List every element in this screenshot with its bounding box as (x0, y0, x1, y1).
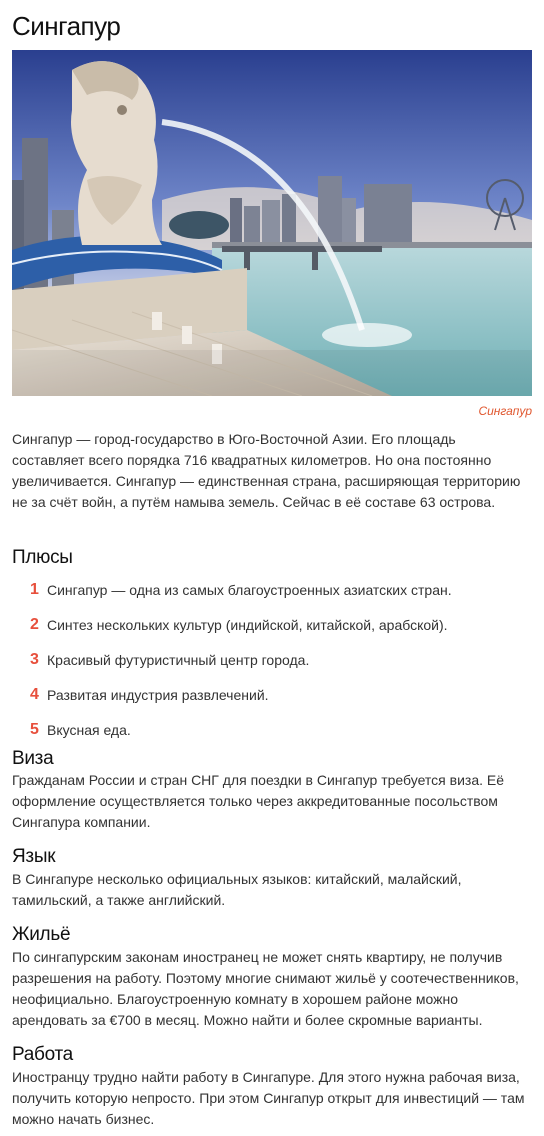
intro-text: Сингапур — город-государство в Юго-Восточной Азии. Его площадь составляет всего порядка 716 квадратных километров. Но она постоянно увеличивается. Сингапур — единственная страна, расширяющая территорию не за счёт войн, а путём намыва земель. Сейчас в её составе 63 острова. (12, 431, 521, 510)
language-heading: Язык (12, 846, 56, 867)
visa-heading: Виза (12, 748, 54, 769)
pros-heading: Плюсы (12, 547, 73, 568)
list-item (30, 607, 530, 642)
item-text: Развитая индустрия развлечений. (47, 686, 269, 703)
singapore-photo (12, 50, 532, 396)
item-number: 5 (30, 720, 39, 738)
page-title: Сингапур (12, 11, 121, 41)
list-item (30, 712, 530, 747)
work-text: Иностранцу трудно найти работу в Сингапуре. Для этого нужна рабочая виза, получить которую непросто. При этом Сингапур открыт для инвестиций — там можно начать бизнес. (12, 1069, 525, 1127)
item-text: Вкусная еда. (47, 721, 131, 738)
language-text: В Сингапуре несколько официальных языков: китайский, малайский, тамильский, а также английский. (12, 871, 462, 908)
list-item (30, 572, 530, 607)
visa-text: Гражданам России и стран СНГ для поездки в Сингапур требуется виза. Её оформление осуществляется только через аккредитованные посольством Сингапура компании. (12, 772, 505, 830)
pros-list (30, 572, 530, 747)
photo-caption: Сингапур (478, 404, 532, 418)
housing-text: По сингапурским законам иностранец не может снять квартиру, не получив разрешения на работу. Поэтому многие снимают жильё у соотечественников, неофициально. Благоустроенную комнату в хорошем районе можно арендовать за €700 в месяц. Можно найти и более скромные варианты. (12, 949, 519, 1028)
item-number: 2 (30, 615, 39, 633)
housing-heading: Жильё (12, 924, 71, 945)
item-text: Сингапур — одна из самых благоустроенных азиатских стран. (47, 581, 452, 598)
item-text: Синтез нескольких культур (индийской, китайской, арабской). (47, 616, 448, 633)
work-heading: Работа (12, 1044, 73, 1065)
item-number: 3 (30, 650, 39, 668)
list-item (30, 677, 530, 712)
item-number: 1 (30, 580, 39, 598)
item-text: Красивый футуристичный центр города. (47, 651, 310, 668)
list-item (30, 642, 530, 677)
item-number: 4 (30, 685, 39, 703)
